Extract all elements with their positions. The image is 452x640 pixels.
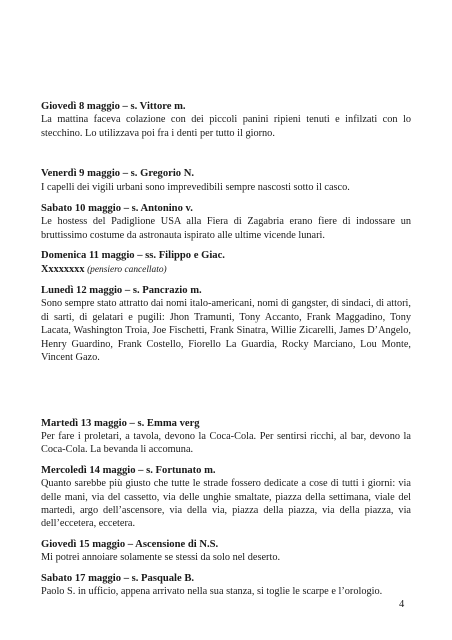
entry-body: Quanto sarebbe più giusto che tutte le strade fossero dedicate a cose di tutti i giorni: via delle mani, via del cassetto, via delle unghie smaltate, piazza della settimana, viale del martedì, argo dell’ascensore, via della via, piazza della piazza, via della piazza, via dell’eccetera, eccetera. bbox=[41, 478, 411, 530]
page-number: 4 bbox=[399, 599, 405, 610]
cancelled-thought: Xxxxxxxx bbox=[41, 263, 85, 275]
entry-body: Paolo S. in ufficio, appena arrivato nella sua stanza, si toglie le scarpe e l’orologio. bbox=[41, 585, 383, 597]
entry-title: Giovedì 15 maggio – Ascensione di N.S. bbox=[41, 538, 219, 550]
entry-title: Giovedì 8 maggio – s. Vittore m. bbox=[41, 101, 186, 112]
entry-body: Mi potrei annoiare solamente se stessi da solo nel deserto. bbox=[41, 552, 281, 564]
diary-entry bbox=[41, 572, 411, 599]
entry-body: La mattina faceva colazione con dei piccoli panini ripieni tenuti e infilzati con lo stecchino. Lo utilizzava poi fra i denti per tutto il giorno. bbox=[41, 114, 411, 139]
entry-body: Le hostess del Padiglione USA alla Fiera di Zagabria erano fiere di indossare un bruttissimo costume da astronauta ispirato alle ultime vicende lunari. bbox=[41, 216, 411, 241]
entry-body: Sono sempre stato attratto dai nomi italo-americani, nomi di gangster, di sindaci, di attori, di sarti, di gelatari e pugili: Jhon Tramunti, Tony Accanto, Frank Maggadino, Tony Lacata, Washington Troia, Joe Fischetti, Frank Sinatra, Willie Zicarelli, James D’Angelo, Henry Guardino, Frank Costello, Fiorello La Guardia, Rocky Marciano, Lou Monte, Vincent Gazo. bbox=[41, 298, 411, 364]
entry-title: Sabato 17 maggio – s. Pasquale B. bbox=[41, 572, 195, 584]
entry-title: Lunedì 12 maggio – s. Pancrazio m. bbox=[41, 285, 202, 297]
diary-entry bbox=[41, 538, 411, 565]
entry-title: Martedì 13 maggio – s. Emma verg bbox=[41, 417, 200, 429]
diary-entry bbox=[41, 249, 411, 277]
diary-entry bbox=[41, 284, 411, 364]
entry-title: Domenica 11 maggio – ss. Filippo e Giac. bbox=[41, 250, 225, 262]
diary-entry bbox=[41, 100, 411, 140]
cancelled-note: (pensiero cancellato) bbox=[87, 264, 167, 275]
entry-title: Sabato 10 maggio – s. Antonino v. bbox=[41, 203, 193, 215]
diary-entry bbox=[41, 167, 411, 194]
diary-entry bbox=[41, 202, 411, 242]
entry-body: Per fare i proletari, a tavola, devono la Coca-Cola. Per sentirsi ricchi, al bar, devono la Coca-Cola. La bevanda li accomuna. bbox=[41, 430, 411, 456]
diary-entry bbox=[41, 417, 411, 457]
entry-title: Venerdì 9 maggio – s. Gregorio N. bbox=[41, 168, 195, 180]
document-page bbox=[41, 100, 411, 598]
diary-entry bbox=[41, 464, 411, 531]
entry-body bbox=[41, 263, 411, 277]
entry-title: Mercoledì 14 maggio – s. Fortunato m. bbox=[41, 464, 216, 476]
entry-body: I capelli dei vigili urbani sono imprevedibili sempre nascosti sotto il casco. bbox=[41, 181, 350, 193]
